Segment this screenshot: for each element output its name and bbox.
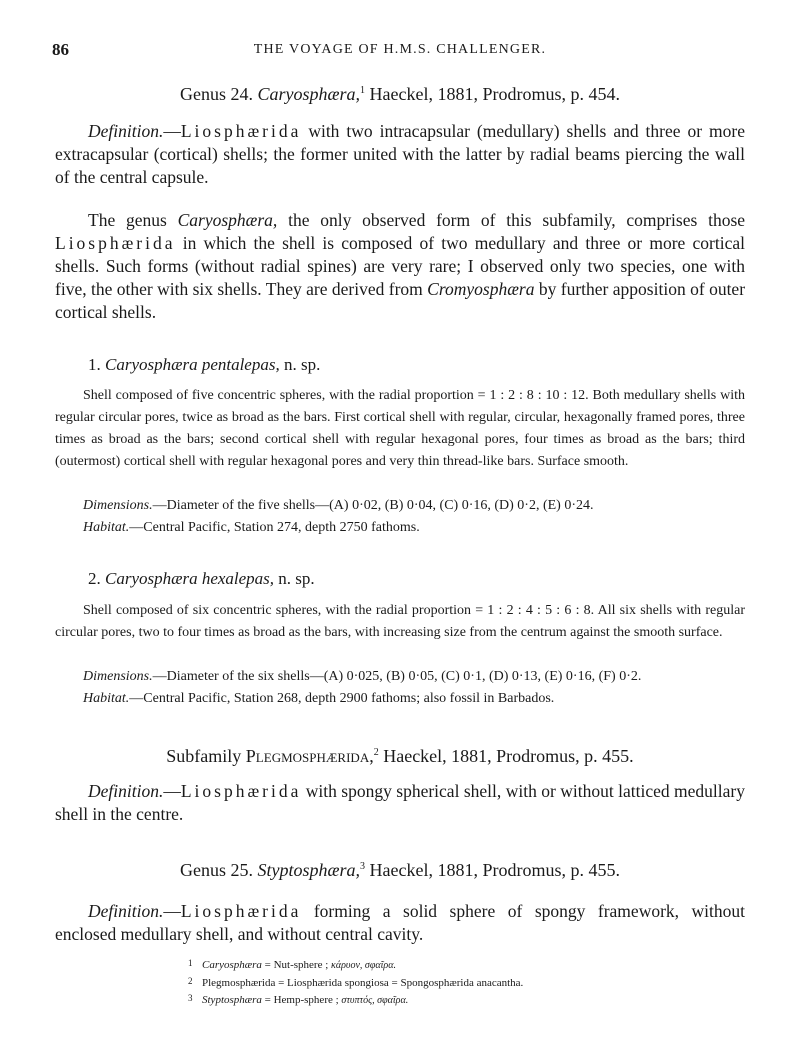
subfamily-name: Plegmosphærida,	[245, 746, 374, 766]
text-run: The genus	[88, 210, 167, 230]
genus-name: Cromyosphæra	[427, 279, 535, 299]
species-2-description: Shell composed of six concentric spheres, with the radial proportion = 1 : 2 : 4 : 5 : 6 : 8. All six shells with regular circular pores, two to four times as broad as the bars, with increasing size from the centrum against the smooth surface.	[55, 603, 745, 640]
footnote-3	[188, 991, 523, 1009]
definition-text: with spongy spherical shell, with or without latticed medullary shell in the centre.	[55, 781, 745, 824]
species-suffix: n. sp.	[283, 355, 321, 374]
genus-25-definition	[55, 900, 745, 946]
text-run: the only observed form of this subfamily, comprises those	[288, 210, 746, 230]
dimensions-text: —Diameter of the six shells—(A) 0·025, (B) 0·05, (C) 0·1, (D) 0·13, (E) 0·16, (F) 0·2.	[152, 669, 642, 684]
page-number: 86	[52, 40, 69, 59]
habitat-label: Habitat.	[83, 520, 130, 535]
dimensions-label: Dimensions.	[83, 498, 153, 513]
genus-24-definition	[55, 120, 745, 189]
footnote-mark: 1	[188, 958, 193, 968]
family-name: Liosphærida	[55, 233, 176, 253]
species-2-dimensions	[83, 666, 745, 688]
species-2-habitat	[83, 688, 745, 710]
genus-25-name: Styptosphæra,	[257, 860, 361, 880]
definition-label: Definition.	[88, 781, 164, 801]
footnote-ref-3: 3	[360, 861, 366, 872]
subfamily-heading	[0, 746, 800, 767]
genus-24-prefix: Genus 24.	[180, 84, 253, 104]
footnote-text: Plegmosphærida = Liosphærida spongiosa = Spongosphærida anacantha.	[202, 976, 524, 989]
definition-label: Definition.	[88, 901, 164, 921]
text-run: by further apposition of outer cortical shells.	[55, 279, 746, 322]
genus-24-citation: Haeckel, 1881, Prodromus, p. 454.	[369, 84, 620, 104]
species-1-title	[88, 355, 320, 375]
family-name: Liosphærida	[180, 781, 302, 801]
dash: —	[163, 901, 181, 921]
species-name: Caryosphæra hexalepas,	[105, 569, 275, 588]
family-name: Liosphærida	[180, 901, 302, 921]
species-2-title	[88, 569, 315, 589]
genus-25-citation: Haeckel, 1881, Prodromus, p. 455.	[369, 860, 620, 880]
dash: —	[163, 121, 181, 141]
subfamily-definition	[55, 780, 745, 826]
footnote-2	[188, 974, 523, 992]
footnote-ref-1: 1	[360, 85, 366, 96]
species-suffix: n. sp.	[278, 569, 315, 588]
dimensions-label: Dimensions.	[83, 669, 153, 684]
subfamily-prefix: Subfamily	[166, 746, 242, 766]
footnote-ref-2: 2	[373, 747, 379, 758]
footnote-mark: 2	[188, 975, 193, 986]
species-1-habitat	[83, 517, 745, 539]
genus-24-description	[55, 209, 745, 324]
footnote-mark: 3	[188, 993, 193, 1003]
footnote-greek: κάρυον, σφαῖρα.	[331, 960, 396, 971]
footnote-text: = Nut-sphere ;	[264, 959, 329, 971]
dimensions-text: —Diameter of the five shells—(A) 0·02, (B) 0·04, (C) 0·16, (D) 0·2, (E) 0·24.	[152, 498, 594, 513]
family-name: Liosphærida	[180, 121, 302, 141]
genus-24-heading	[0, 84, 800, 105]
genus-24-name: Caryosphæra,	[257, 84, 361, 104]
running-head	[52, 40, 748, 64]
footnotes	[188, 956, 523, 1009]
footnote-term: Caryosphæra	[202, 959, 262, 971]
text-run: in which the shell is composed of two medullary and three or more cortical shells. Such forms (without radial spines) are very rare; I observed only two species, one with five, the other with six shells. They are derived from	[55, 233, 745, 299]
genus-name: Caryosphæra,	[177, 210, 278, 230]
genus-25-heading	[0, 860, 800, 881]
genus-25-prefix: Genus 25.	[180, 860, 253, 880]
footnote-term: Styptosphæra	[202, 994, 262, 1006]
dash: —	[163, 781, 181, 801]
definition-label: Definition.	[88, 121, 164, 141]
habitat-text: —Central Pacific, Station 274, depth 2750 fathoms.	[129, 520, 420, 535]
species-name: Caryosphæra pentalepas,	[105, 355, 280, 374]
species-1-dimensions	[83, 495, 745, 517]
running-title: THE VOYAGE OF H.M.S. CHALLENGER.	[253, 42, 547, 57]
species-1-description: Shell composed of five concentric spheres, with the radial proportion = 1 : 2 : 8 : 10 : 12. Both medullary shells with regular circular pores, twice as broad as the bars. First cortical shell with regular, circular, hexagonally framed pores, three times as broad as the bars; second cortical shell with regular hexagonal pores, four times as broad as the bars; third (outermost) cortical shell with regular hexagonal pores and very thin thread-like bars. Surface smooth.	[55, 388, 745, 469]
footnote-1	[188, 956, 523, 974]
habitat-label: Habitat.	[83, 691, 130, 706]
footnote-greek: στυπτός, σφαῖρα.	[341, 995, 409, 1006]
footnote-text: = Hemp-sphere ;	[264, 994, 339, 1006]
definition-text: with two intracapsular (medullary) shells and three or more extracapsular (cortical) shells; the former united with the latter by radial beams piercing the wall of the central capsule.	[55, 121, 745, 187]
definition-text: forming a solid sphere of spongy framework, without enclosed medullary shell, and without central cavity.	[55, 901, 746, 944]
subfamily-citation: Haeckel, 1881, Prodromus, p. 455.	[383, 746, 634, 766]
species-number: 2.	[88, 569, 101, 588]
species-number: 1.	[88, 355, 101, 374]
habitat-text: —Central Pacific, Station 268, depth 2900 fathoms; also fossil in Barbados.	[129, 691, 555, 706]
